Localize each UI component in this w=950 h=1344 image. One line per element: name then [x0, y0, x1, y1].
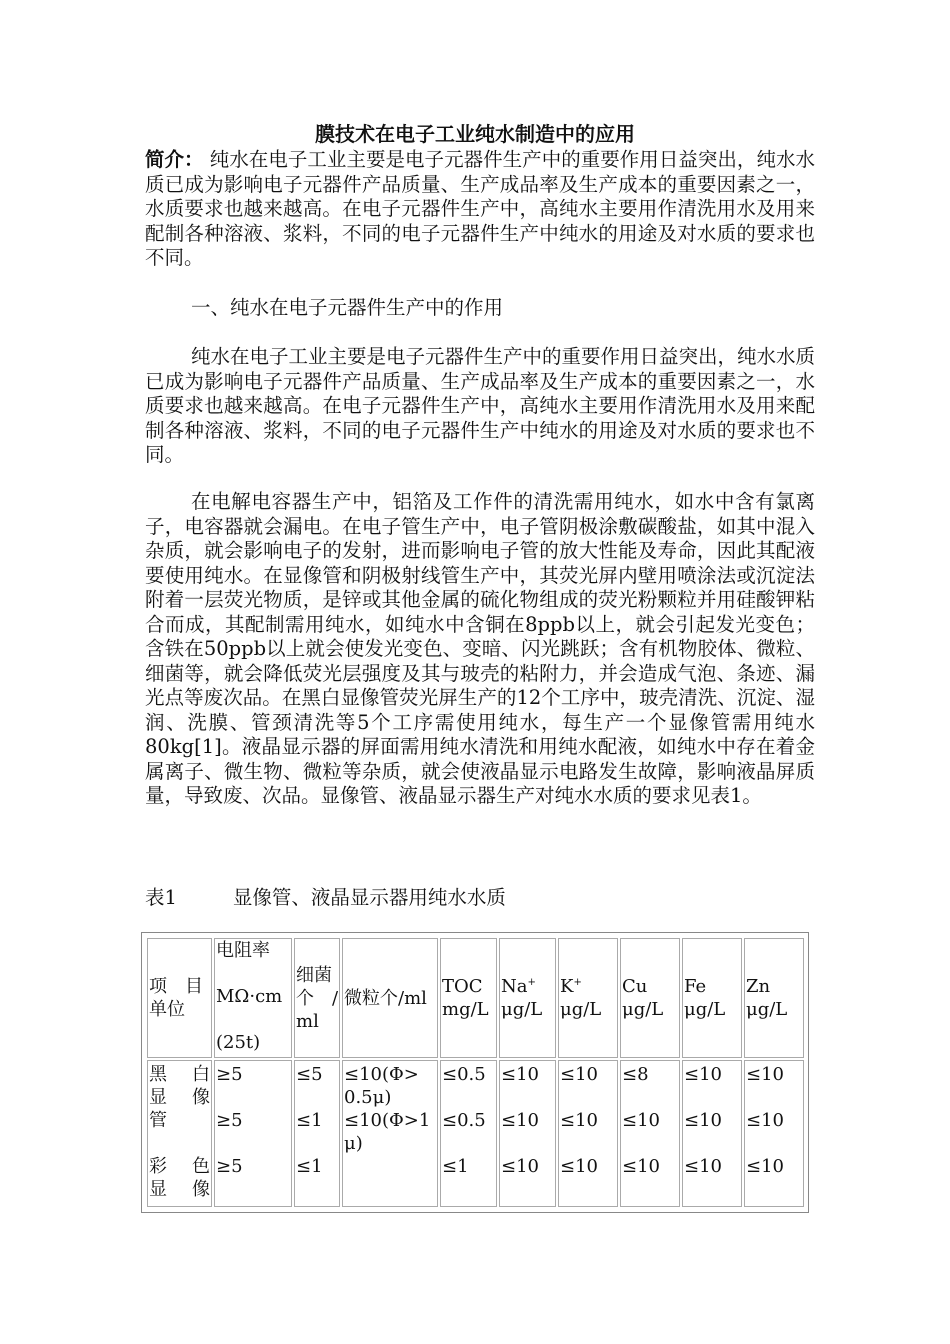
fe-cell: ≤10 ≤10 ≤10 [682, 1060, 742, 1207]
table-caption-text: 显像管、液晶显示器用纯水水质 [232, 886, 506, 909]
intro-text: 纯水在电子工业主要是电子元器件生产中的重要作用日益突出，纯水水质已成为影响电子元器件产品质量、生产成品率及生产成本的重要因素之一，水质要求也越来越高。在电子元器件生产中，高纯水主要用作清洗用水及用来配制各种溶液、浆料，不同的电子元器件生产中纯水的用途及对水质的要求也不同。 [145, 148, 815, 269]
header-k: K+ μg/L [558, 938, 618, 1058]
resistivity-cell: ≥5 ≥5 ≥5 [214, 1060, 292, 1207]
cu-cell: ≤8 ≤10 ≤10 [620, 1060, 680, 1207]
table-number: 表1 [145, 886, 177, 909]
section-heading: 一、纯水在电子元器件生产中的作用 [191, 296, 504, 319]
paragraph-2: 在电解电容器生产中，铝箔及工作件的清洗需用纯水，如水中含有氯离子，电容器就会漏电。在电子管生产中，电子管阴极涂敷碳酸盐，如其中混入杂质，就会影响电子的发射，进而影响电子管的放大性能及寿命，因此其配液要使用纯水。在显像管和阴极射线管生产中，其荧光屏内壁用喷涂法或沉淀法附着一层荧光物质，是锌或其他金属的硫化物组成的荧光粉颗粒并用硅酸钾粘合而成，其配制需用纯水，如纯水中含铜在8ppb以上，就会引起发光变色；含铁在50ppb以上就会使发光变色、变暗、闪光跳跃；含有机物胶体、微粒、细菌等，就会降低荧光层强度及其与玻壳的粘附力，并会造成气泡、条迹、漏光点等废次品。在黑白显像管荧光屏生产的12个工序中，玻壳清洗、沉淀、湿润、洗膜、管颈清洗等5个工序需使用纯水，每生产一个显像管需用纯水80kg[1]。液晶显示器的屏面需用纯水清洗和用纯水配液，如纯水中存在着金属离子、微生物、微粒等杂质，就会使液晶显示电路发生故障，影响液晶屏质量，导致废、次品。显像管、液晶显示器生产对纯水水质的要求见表1。 [145, 490, 815, 807]
document-title: 膜技术在电子工业纯水制造中的应用 [315, 122, 635, 146]
intro-paragraph [145, 148, 815, 271]
water-quality-table [141, 932, 809, 1213]
na-cell: ≤10 ≤10 ≤10 [499, 1060, 556, 1207]
header-resistivity: 电阻率 MΩ·cm (25t) [214, 938, 292, 1058]
header-zn: Zn μg/L [744, 938, 804, 1058]
intro-label: 简介： [145, 148, 204, 171]
toc-cell: ≤0.5 ≤0.5 ≤1 [440, 1060, 497, 1207]
header-bacteria: 细菌个 /ml [294, 938, 340, 1058]
header-na: Na+ μg/L [499, 938, 556, 1058]
zn-cell: ≤10 ≤10 ≤10 [744, 1060, 804, 1207]
header-toc: TOC mg/L [440, 938, 497, 1058]
particle-cell: ≤10(Φ>0.5μ) ≤10(Φ>1μ) [342, 1060, 438, 1207]
table-caption [145, 886, 506, 910]
table-header-row [147, 938, 804, 1058]
table-row [147, 1060, 804, 1207]
item-cell: 黑 白 显 像 管 彩 色 显 像 [147, 1060, 212, 1207]
header-fe: Fe μg/L [682, 938, 742, 1058]
header-item: 项 目单位 [147, 938, 212, 1058]
header-particle: 微粒个/ml [342, 938, 438, 1058]
bacteria-cell: ≤5 ≤1 ≤1 [294, 1060, 340, 1207]
k-cell: ≤10 ≤10 ≤10 [558, 1060, 618, 1207]
paragraph-1: 纯水在电子工业主要是电子元器件生产中的重要作用日益突出，纯水水质已成为影响电子元器件产品质量、生产成品率及生产成本的重要因素之一，水质要求也越来越高。在电子元器件生产中，高纯水主要用作清洗用水及用来配制各种溶液、浆料，不同的电子元器件生产中纯水的用途及对水质的要求也不同。 [145, 345, 816, 466]
header-cu: Cu μg/L [620, 938, 680, 1058]
